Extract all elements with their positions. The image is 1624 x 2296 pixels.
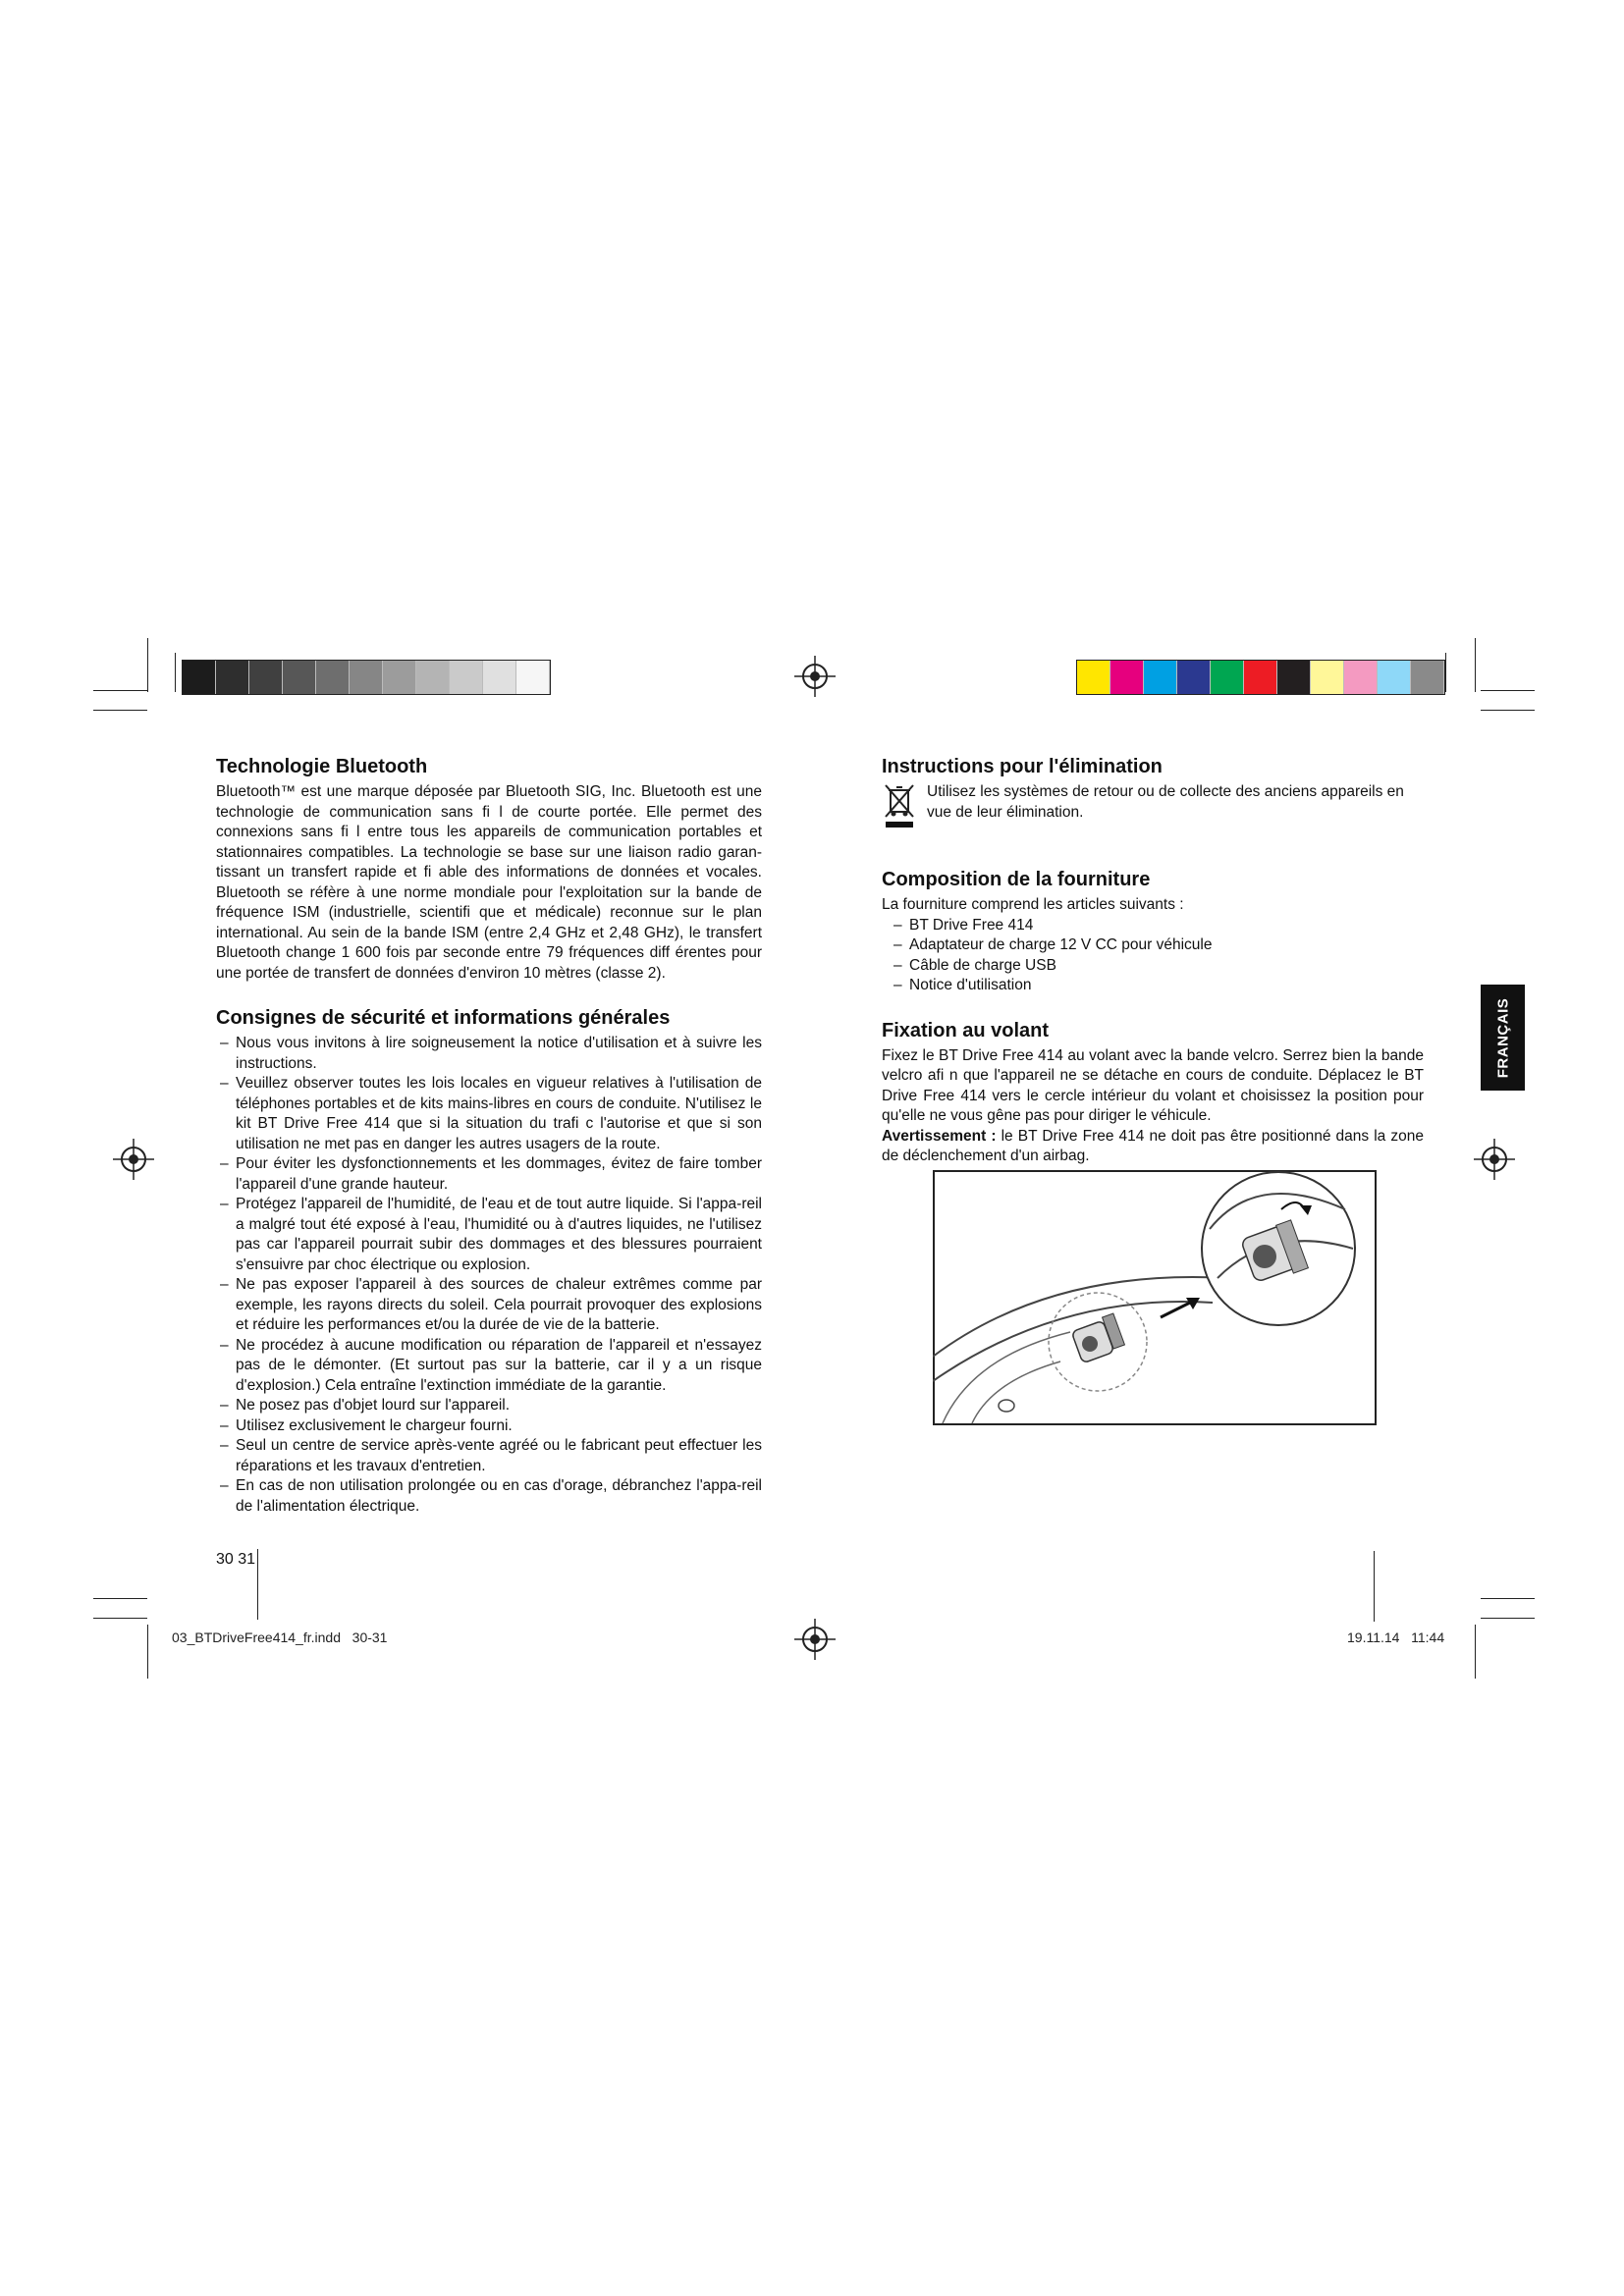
color-swatch <box>1378 661 1411 694</box>
crop-mark <box>93 690 147 691</box>
crop-mark <box>1481 690 1535 691</box>
crop-mark <box>1481 1598 1535 1599</box>
color-swatch <box>416 661 450 694</box>
color-swatch <box>1144 661 1177 694</box>
mounting-heading: Fixation au volant <box>882 1019 1050 1041</box>
list-item: – En cas de non utilisation prolongée ou en cas d'orage, débranchez l'appa-reil de l'alimentation électrique. <box>216 1476 762 1517</box>
list-item: – Ne procédez à aucune modification ou réparation de l'appareil et n'essayez pas de le démonter. (Et surtout pas sur la batterie, car il y a un risque d'explosion.) Cela entraîne l'extinction immédiate de la garantie. <box>216 1336 762 1397</box>
safety-heading: Consignes de sécurité et informations générales <box>216 1007 671 1029</box>
crop-mark <box>147 638 148 692</box>
color-swatch <box>1277 661 1311 694</box>
color-swatch <box>1344 661 1378 694</box>
color-swatch <box>1311 661 1344 694</box>
registration-mark-icon <box>794 656 836 697</box>
footer-datetime: 19.11.14 11:44 <box>1347 1629 1445 1645</box>
disposal-heading: Instructions pour l'élimination <box>882 756 1163 777</box>
list-item: – Adaptateur de charge 12 V CC pour véhicule <box>882 935 1424 956</box>
color-swatch <box>1411 661 1444 694</box>
color-swatch <box>450 661 483 694</box>
color-swatch <box>350 661 383 694</box>
page-numbers: 30 31 <box>216 1551 256 1568</box>
list-item: – Protégez l'appareil de l'humidité, de l'eau et de tout autre liquide. Si l'appa-reil a malgré tout été exposé à l'eau, l'humidité ou à d'autres liquides, ne l'utilisez pas car l'appareil pourrait subir des dommages et des blessures pourraient s'ensuivre par choc électrique ou explosion. <box>216 1195 762 1275</box>
warning-label: Avertissement : <box>882 1127 997 1145</box>
color-bar <box>1076 660 1445 695</box>
contents-section <box>882 867 1424 996</box>
bluetooth-body: Bluetooth™ est une marque déposée par Bluetooth SIG, Inc. Bluetooth est une technologie de communication sans fi l de courte portée. Elle permet des connexions sans fi l entre tous les appareils de communication portables et stationnaires compatibles. La technologie se base sur une liaison radio garan-tissant un transfert rapide et fi able des informations de données et vocales. Bluetooth se réfère à une norme mondiale pour l'exploitation sur la bande de fréquence ISM (industrielle, scientifi que et médicale) reconnue sur le plan international. Au sein de la bande ISM (entre 2,4 GHz et 2,48 GHz), le transfert Bluetooth change 1 600 fois par seconde entre 79 fréquences diff érentes pour une portée de transfert de données d'environ 10 mètres (classe 2). <box>216 783 762 982</box>
crop-mark <box>1475 1625 1476 1679</box>
contents-heading: Composition de la fourniture <box>882 869 1151 890</box>
color-swatch <box>1110 661 1144 694</box>
list-item: – Nous vous invitons à lire soigneusement la notice d'utilisation et à suivre les instructions. <box>216 1034 762 1074</box>
color-swatch <box>316 661 350 694</box>
registration-mark-icon <box>113 1139 154 1180</box>
mounting-body: Fixez le BT Drive Free 414 au volant avec la bande velcro. Serrez bien la bande velcro afi n que l'appareil ne se détache en cours de conduite. Déplacez le BT Drive Free 414 vers le cercle intérieur du volant et choisissez la position pour qu'elle ne vous gêne pas pour diriger le véhicule. <box>882 1046 1424 1124</box>
crop-mark <box>1445 653 1446 692</box>
color-swatch <box>1244 661 1277 694</box>
disposal-section <box>882 754 1424 829</box>
color-swatch <box>283 661 316 694</box>
list-item: – BT Drive Free 414 <box>882 916 1424 936</box>
list-item: – Ne posez pas d'objet lourd sur l'appareil. <box>216 1396 762 1416</box>
list-item: – Utilisez exclusivement le chargeur fourni. <box>216 1416 762 1437</box>
page-number-rule <box>257 1549 258 1620</box>
color-swatch <box>1211 661 1244 694</box>
color-swatch <box>1077 661 1110 694</box>
crop-mark <box>1374 1551 1375 1622</box>
color-swatch <box>516 661 550 694</box>
color-swatch <box>216 661 249 694</box>
contents-intro: La fourniture comprend les articles suivants : <box>882 896 1184 913</box>
contents-list <box>882 916 1424 996</box>
language-tab <box>1481 985 1525 1091</box>
registration-mark-icon <box>794 1619 836 1660</box>
list-item: – Notice d'utilisation <box>882 976 1424 996</box>
registration-mark-icon <box>1474 1139 1515 1180</box>
steering-wheel-illustration <box>933 1170 1377 1425</box>
left-page <box>216 754 762 1538</box>
list-item: – Seul un centre de service après-vente agréé ou le fabricant peut effectuer les réparations et les travaux d'entretien. <box>216 1436 762 1476</box>
crop-mark <box>93 1618 147 1619</box>
crop-mark <box>147 1625 148 1679</box>
mounting-warning <box>882 1127 1424 1167</box>
color-swatch <box>1177 661 1211 694</box>
crop-mark <box>93 1598 147 1599</box>
color-swatch <box>183 661 216 694</box>
color-swatch <box>383 661 416 694</box>
bluetooth-heading: Technologie Bluetooth <box>216 756 428 777</box>
crop-mark <box>1481 1618 1535 1619</box>
safety-section <box>216 1005 762 1517</box>
footer-filename: 03_BTDriveFree414_fr.indd 30-31 <box>172 1629 388 1645</box>
bluetooth-section <box>216 754 762 984</box>
mounting-section <box>882 1018 1424 1167</box>
list-item: – Ne pas exposer l'appareil à des sources de chaleur extrêmes comme par exemple, les rayons directs du soleil. Cela pourrait provoquer des explosions et réduire les performances et/ou la durée de vie de la batterie. <box>216 1275 762 1336</box>
color-swatch <box>249 661 283 694</box>
crop-mark <box>175 653 176 692</box>
safety-list <box>216 1034 762 1517</box>
disposal-row <box>882 782 1424 829</box>
color-swatch <box>483 661 516 694</box>
list-item: – Veuillez observer toutes les lois locales en vigueur relatives à l'utilisation de téléphones portables et de kits mains-libres en cours de conduite. N'utilisez le kit BT Drive Free 414 que si la situation du trafi c l'autorise et que si son utilisation ne met pas en danger les autres usagers de la route. <box>216 1074 762 1154</box>
crop-mark <box>93 710 147 711</box>
right-page <box>882 754 1424 1189</box>
list-item: – Câble de charge USB <box>882 956 1424 977</box>
crop-mark <box>1475 638 1476 692</box>
language-tab-label: FRANÇAIS <box>1494 997 1511 1078</box>
warning-text: le BT Drive Free 414 ne doit pas être positionné dans la zone de déclenchement d'un airbag. <box>882 1127 1424 1164</box>
crop-mark <box>1481 710 1535 711</box>
wheelie-bin-crossed-icon <box>882 782 917 829</box>
grayscale-bar <box>182 660 551 695</box>
list-item: – Pour éviter les dysfonctionnements et les dommages, évitez de faire tomber l'appareil d'une grande hauteur. <box>216 1154 762 1195</box>
disposal-body: Utilisez les systèmes de retour ou de collecte des anciens appareils en vue de leur élimination. <box>927 783 1404 821</box>
